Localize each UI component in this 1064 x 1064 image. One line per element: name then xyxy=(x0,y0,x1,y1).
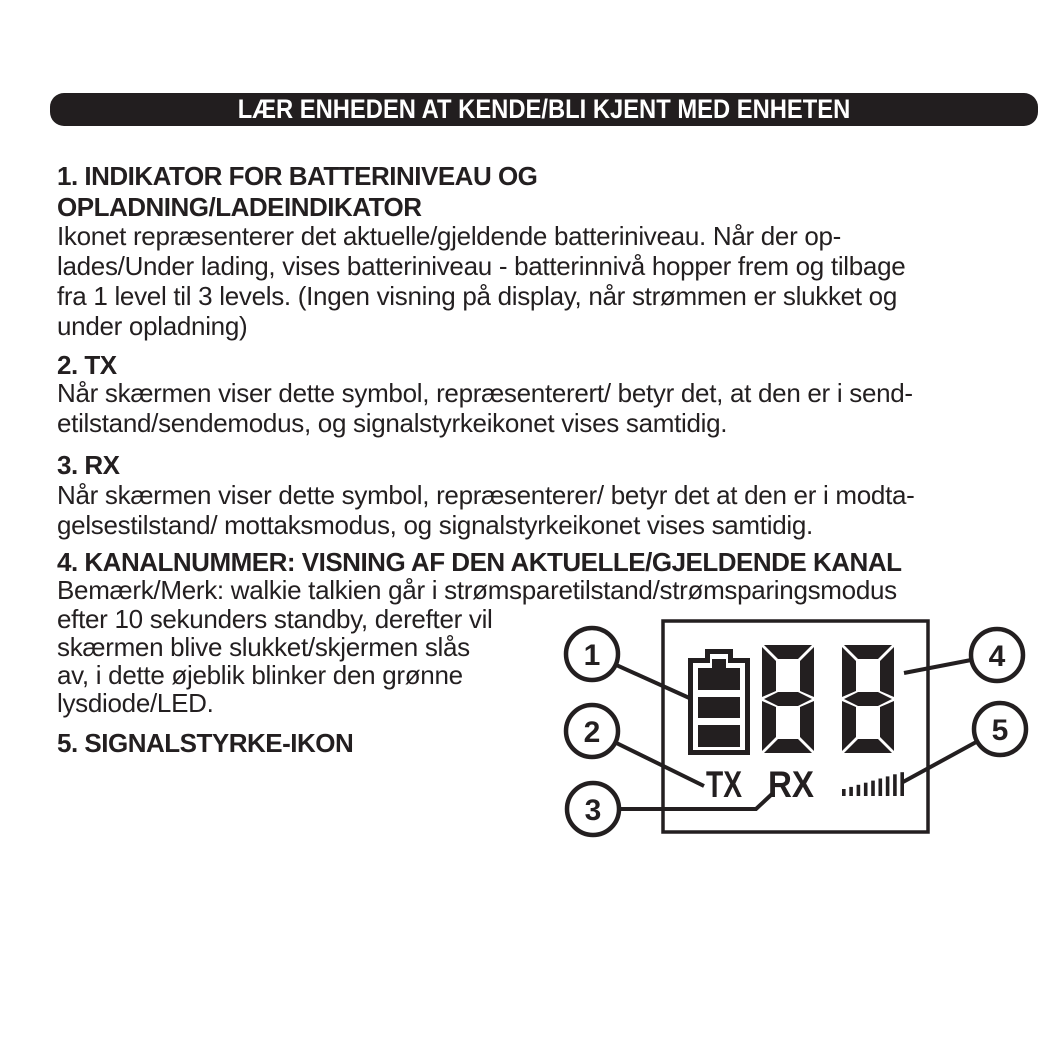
signal-bar xyxy=(886,776,890,796)
heading-line: 5. SIGNALSTYRKE-IKON xyxy=(57,728,354,758)
tx-label: TX xyxy=(706,764,743,805)
body-line: efter 10 sekunders standby, derefter vil xyxy=(57,604,493,634)
lcd-display-diagram xyxy=(550,600,1040,850)
heading-line: 3. RX xyxy=(57,450,120,480)
signal-bar xyxy=(842,789,846,796)
callout-number-2: 2 xyxy=(583,716,601,749)
heading-battery-indicator xyxy=(57,161,537,223)
paragraph-tx xyxy=(57,378,913,438)
signal-bar xyxy=(864,783,868,796)
signal-bar xyxy=(893,774,897,796)
heading-line: 1. INDIKATOR FOR BATTERINIVEAU OG xyxy=(57,161,538,191)
body-line: skærmen blive slukket/skjermen slås xyxy=(57,632,470,662)
body-line: Når skærmen viser dette symbol, repræsenterert/ betyr det, at den er i send- xyxy=(57,378,913,408)
callout-number-3: 3 xyxy=(584,794,602,827)
heading-channel-number xyxy=(57,547,901,578)
body-line: lysdiode/LED. xyxy=(57,688,214,718)
body-line: etilstand/sendemodus, og signalstyrkeikonet vises samtidig. xyxy=(57,408,728,438)
heading-line: 2. TX xyxy=(57,350,117,380)
body-line: gelsestilstand/ mottaksmodus, og signalstyrkeikonet vises samtidig. xyxy=(57,510,813,540)
body-line: Ikonet repræsenterer det aktuelle/gjeldende batteriniveau. Når der op- xyxy=(57,221,842,251)
page-title: LÆR ENHEDEN AT KENDE/BLI KJENT MED ENHETEN xyxy=(237,94,851,124)
heading-rx xyxy=(57,450,120,481)
heading-signal-strength xyxy=(57,728,353,759)
paragraph-battery-indicator xyxy=(57,221,905,341)
paragraph-rx xyxy=(57,480,915,540)
callout-number-5: 5 xyxy=(991,714,1009,747)
body-line: fra 1 level til 3 levels. (Ingen visning på display, når strømmen er slukket og xyxy=(57,281,897,311)
callout-number-1: 1 xyxy=(583,639,601,672)
signal-bar xyxy=(849,787,853,796)
battery-level-icon xyxy=(688,649,750,755)
heading-line: 4. KANALNUMMER: VISNING AF DEN AKTUELLE/GJELDENDE KANAL xyxy=(57,547,902,577)
body-line: lades/Under lading, vises batteriniveau - batterinnivå hopper frem og tilbage xyxy=(57,251,906,281)
heading-tx xyxy=(57,350,117,381)
callout-number-4: 4 xyxy=(988,640,1006,673)
body-line: av, i dette øjeblik blinker den grønne xyxy=(57,660,463,690)
rx-label: RX xyxy=(768,764,815,805)
body-line: Når skærmen viser dette symbol, repræsenterer/ betyr det at den er i modta- xyxy=(57,480,915,510)
signal-bar xyxy=(879,779,883,797)
signal-bar xyxy=(900,772,904,796)
paragraph-channel-number-wrapped xyxy=(57,605,493,717)
body-line: Bemærk/Merk: walkie talkien går i strømsparetilstand/strømsparingsmodus xyxy=(57,575,897,605)
signal-bar xyxy=(857,785,861,796)
section-header-bar xyxy=(50,93,1038,126)
body-line: under opladning) xyxy=(57,311,248,341)
heading-line: OPLADNING/LADEINDIKATOR xyxy=(57,192,422,222)
signal-bar xyxy=(871,781,875,796)
